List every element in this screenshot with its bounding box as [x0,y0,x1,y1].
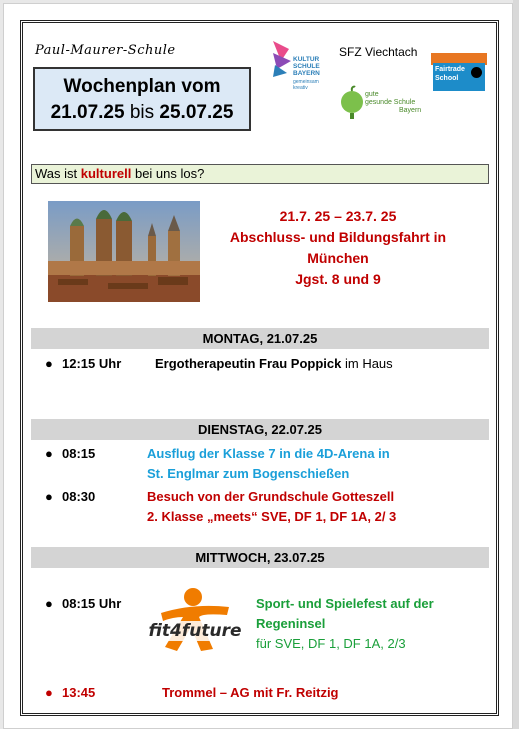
title-line-1: Wochenplan vom [63,76,221,97]
trip-line-3: München [307,250,369,266]
entry-text-normal: im Haus [344,356,393,371]
kulturschule-sub [293,79,319,91]
kultur-line-1: KULTUR [293,56,320,63]
fairtrade-line-2: School [435,75,459,82]
page-frame [20,20,499,716]
munich-skyline-image [48,201,200,302]
date-from: 21.07.25 [50,102,125,123]
day-header-dienstag: DIENSTAG, 22.07.25 [31,419,489,440]
entry-text [256,594,466,654]
bullet-icon: ● [45,356,53,371]
title-line-2 [35,100,249,126]
kultur-line-3: BAYERN [293,70,320,77]
entry-line-1: Sport- und Spielefest auf der [256,596,434,611]
bullet-icon: ● [45,596,53,611]
fit4future-logo-icon [143,585,247,657]
trip-line-2: Abschluss- und Bildungsfahrt in [229,229,447,245]
bullet-icon: ● [45,489,53,504]
kulturschule-text [293,56,320,77]
entry-line-2: 2. Klasse „meets“ SVE, DF 1, DF 1A, 2/ 3 [147,509,397,524]
entry-line-1: Besuch von der Grundschule Gotteszell [147,489,395,504]
entry-line-3: für SVE, DF 1, DF 1A, 2/3 [256,636,406,651]
entry-text [147,487,467,527]
entry-text-bold: Ergotherapeutin Frau Poppick [155,356,342,371]
kulturschule-shape-icon [271,39,293,79]
kultur-sub-2: kreativ [293,85,308,91]
kulturschule-logo [271,39,341,99]
day-header-mittwoch: MITTWOCH, 23.07.25 [31,547,489,568]
kultur-sub-1: gemeinsam [293,79,319,85]
kultur-line-2: SCHULE [293,63,320,70]
entry-text [147,444,447,484]
entry-time: 08:15 [62,446,96,461]
entry-time: 12:15 Uhr [62,356,122,371]
entry-text [155,354,393,374]
entry-text: Trommel – AG mit Fr. Reitzig [162,685,339,700]
entry-line-2: Regeninsel [256,616,326,631]
culture-prefix: Was ist [35,166,78,181]
fairtrade-line-1: Fairtrade [435,66,465,73]
gesund-line-2: gesunde Schule [365,99,416,106]
fairtrade-school-logo [431,53,487,93]
school-name: Paul-Maurer-Schule [35,43,176,58]
date-to-word: bis [129,102,155,123]
fit4future-logo-text: fit4future [148,621,242,641]
trip-announcement [223,206,453,290]
gesund-line-1: gute [365,91,379,98]
trip-dates: 21.7. 25 – 23.7. 25 [279,208,397,224]
culture-question-bar [31,164,489,184]
apple-globe-icon [339,85,365,121]
fit4future-logo [143,585,247,657]
entry-line-2: St. Englmar zum Bogenschießen [147,466,350,481]
day-header-montag: MONTAG, 21.07.25 [31,328,489,349]
munich-skyline-photo [48,201,200,302]
bullet-icon: ● [45,446,53,461]
fairtrade-label [435,65,465,83]
entry-time: 13:45 [62,685,96,700]
entry-time: 08:15 Uhr [62,596,122,611]
document-page [3,3,513,729]
scrollbar[interactable] [513,0,519,729]
gesund-line-3: Bayern [399,107,422,114]
title-box [33,67,251,131]
culture-highlight: kulturell [80,166,132,181]
entry-time: 08:30 [62,489,96,504]
fairtrade-seal-icon [471,67,482,78]
trip-line-4: Jgst. 8 und 9 [295,271,381,287]
bullet-icon: ● [45,685,53,700]
gesunde-schule-logo [339,85,434,125]
entry-line-1: Ausflug der Klasse 7 in die 4D-Arena in [147,446,390,461]
gesunde-schule-text [365,91,421,115]
sfz-name: SFZ Viechtach [339,45,418,59]
culture-suffix: bei uns los? [134,166,205,181]
date-to: 25.07.25 [159,102,234,123]
